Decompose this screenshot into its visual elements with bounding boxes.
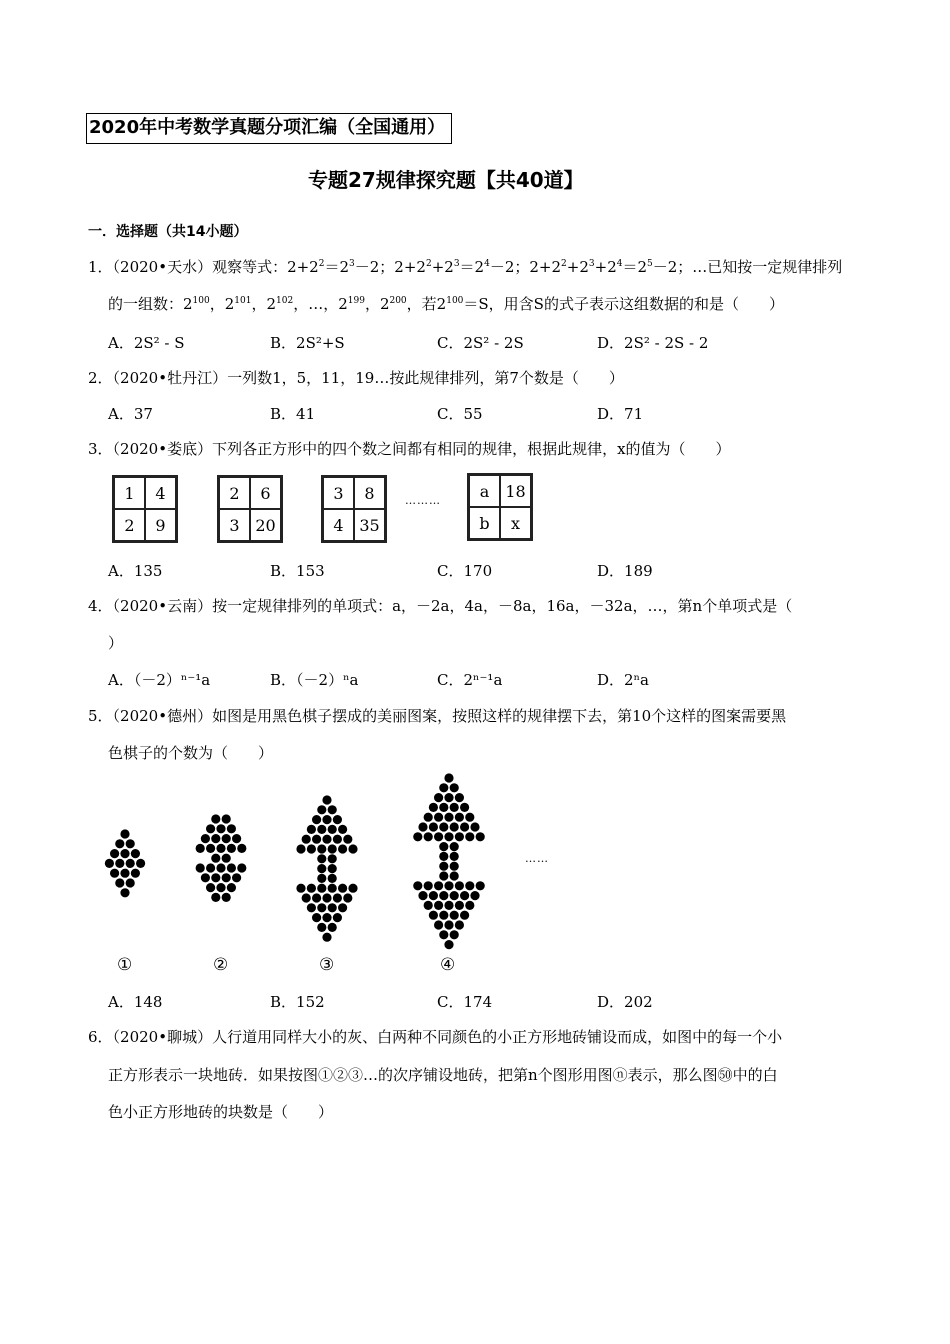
q3-square-4-cell: x <box>500 507 531 539</box>
q5-option-d[interactable]: D．202 <box>597 993 653 1011</box>
chess-piece <box>333 835 342 844</box>
chess-piece <box>455 793 464 802</box>
chess-piece <box>470 891 479 900</box>
chess-piece <box>470 822 479 831</box>
chess-piece <box>429 911 438 920</box>
q3-square-4 <box>467 473 533 541</box>
chess-piece <box>338 884 347 893</box>
chess-piece <box>211 834 220 843</box>
q3-square-1-cell: 4 <box>145 477 176 509</box>
q3-square-2-cell: 3 <box>219 509 250 541</box>
chess-piece <box>450 930 459 939</box>
chess-piece <box>120 849 129 858</box>
chess-piece <box>444 901 453 910</box>
chess-piece <box>413 881 422 890</box>
chess-piece <box>302 835 311 844</box>
chess-piece <box>476 881 485 890</box>
chess-piece <box>424 901 433 910</box>
chess-piece <box>211 814 220 823</box>
chess-piece <box>444 813 453 822</box>
chess-piece <box>126 839 135 848</box>
q5-pattern-figure <box>95 770 595 980</box>
chess-piece <box>206 844 215 853</box>
chess-piece <box>333 893 342 902</box>
chess-piece <box>307 825 316 834</box>
chess-piece <box>302 893 311 902</box>
collection-title-box: 2020年中考数学真题分项汇编（全国通用） <box>86 113 452 144</box>
chess-piece <box>450 911 459 920</box>
chess-piece <box>328 874 337 883</box>
chess-piece <box>216 863 225 872</box>
chess-piece <box>312 835 321 844</box>
chess-piece <box>206 883 215 892</box>
q2-option-d[interactable]: D．71 <box>597 405 644 423</box>
chess-piece <box>131 849 140 858</box>
chess-piece <box>110 869 119 878</box>
chess-piece <box>439 891 448 900</box>
q3-square-4-cell: 18 <box>500 475 531 507</box>
q1-option-c[interactable]: C．2S² - 2S <box>437 334 524 352</box>
q2-number: 2． <box>88 369 113 387</box>
chess-piece <box>455 813 464 822</box>
chess-piece <box>333 815 342 824</box>
chess-piece <box>317 825 326 834</box>
q6-number: 6． <box>88 1028 113 1046</box>
chess-piece <box>206 863 215 872</box>
chess-piece <box>216 844 225 853</box>
chess-piece <box>333 913 342 922</box>
chess-piece <box>317 805 326 814</box>
chess-piece <box>322 835 331 844</box>
chess-piece <box>450 803 459 812</box>
chess-piece <box>196 863 205 872</box>
q5-ellipsis: …… <box>525 852 549 865</box>
q3-square-2 <box>217 475 283 543</box>
chess-piece <box>126 859 135 868</box>
chess-piece <box>222 834 231 843</box>
chess-piece <box>328 854 337 863</box>
chess-piece <box>211 893 220 902</box>
chess-piece <box>444 881 453 890</box>
chess-piece <box>338 844 347 853</box>
chess-piece <box>429 822 438 831</box>
q3-square-1-cell: 1 <box>114 477 145 509</box>
q3-option-d[interactable]: D．189 <box>597 562 653 580</box>
chess-piece <box>227 863 236 872</box>
chess-piece <box>444 832 453 841</box>
chess-piece <box>211 873 220 882</box>
chess-piece <box>439 803 448 812</box>
chess-piece <box>328 805 337 814</box>
chess-piece <box>317 864 326 873</box>
chess-piece <box>201 834 210 843</box>
chess-piece <box>434 920 443 929</box>
chess-piece <box>434 881 443 890</box>
chess-piece <box>439 852 448 861</box>
chess-piece <box>317 854 326 863</box>
q5-option-b[interactable]: B．152 <box>270 993 325 1011</box>
chess-piece <box>222 893 231 902</box>
chess-piece <box>444 940 453 949</box>
q5-label-4: ④ <box>440 955 456 975</box>
chess-piece <box>434 793 443 802</box>
chess-piece <box>328 923 337 932</box>
chess-piece <box>216 824 225 833</box>
chess-piece <box>296 884 305 893</box>
q3-square-1-cell: 2 <box>114 509 145 541</box>
q1-line1: 1．（2020•天水）观察等式：$2+2^2=2^3-2$；$2+2^2+2^3=2^4-2$；$2+2^2+2^3+2^4=2^5-2$；…已知按一定规律排列 <box>88 258 843 276</box>
chess-piece <box>120 888 129 897</box>
chess-piece <box>338 903 347 912</box>
q4-number: 4． <box>88 597 113 615</box>
chess-piece <box>206 824 215 833</box>
chess-piece <box>307 884 316 893</box>
q3-square-1 <box>112 475 178 543</box>
chess-piece <box>317 923 326 932</box>
q4-option-a[interactable]: A．（－2）ⁿ⁻¹a <box>108 671 211 689</box>
chess-piece <box>322 795 331 804</box>
q3-square-3-cell: 3 <box>323 477 354 509</box>
chess-piece <box>424 813 433 822</box>
chess-piece <box>237 863 246 872</box>
chess-piece <box>450 852 459 861</box>
q4-option-d[interactable]: D．2ⁿa <box>597 671 650 689</box>
q5-stem: 5．（2020•德州）如图是用黑色棋子摆成的美丽图案，按照这样的规律摆下去，第10个这样的图案需要黑 <box>88 707 787 725</box>
chess-piece <box>136 859 145 868</box>
chess-piece <box>444 793 453 802</box>
chess-piece <box>322 913 331 922</box>
chess-piece <box>131 869 140 878</box>
chess-piece <box>450 862 459 871</box>
chess-piece <box>450 842 459 851</box>
q3-ellipsis: ……… <box>405 494 441 507</box>
chess-piece <box>450 891 459 900</box>
section-heading: 一．选择题（共14小题） <box>88 224 248 240</box>
q3-square-2-cell: 20 <box>250 509 281 541</box>
chess-piece <box>460 822 469 831</box>
q3-option-b[interactable]: B．153 <box>270 562 325 580</box>
q3-square-1-cell: 9 <box>145 509 176 541</box>
chess-piece <box>196 844 205 853</box>
chess-piece <box>465 832 474 841</box>
chess-piece <box>343 835 352 844</box>
chess-piece <box>424 832 433 841</box>
chess-piece <box>120 829 129 838</box>
chess-piece <box>216 883 225 892</box>
q3-option-a[interactable]: A．135 <box>108 562 163 580</box>
q5-stem-cont: 色棋子的个数为（ ） <box>108 744 274 762</box>
q2-option-a[interactable]: A．37 <box>108 405 153 423</box>
q3-square-4-cell: b <box>469 507 500 539</box>
chess-piece <box>439 871 448 880</box>
q6-stem-cont: 正方形表示一块地砖．如果按图①②③…的次序铺设地砖，把第n个图形用图ⓝ表示，那么图㊿中的白 <box>108 1066 778 1084</box>
chess-piece <box>424 881 433 890</box>
chess-piece <box>439 911 448 920</box>
q1-number: 1． <box>88 258 113 276</box>
chess-piece <box>343 893 352 902</box>
chess-piece <box>439 822 448 831</box>
q3-stem: 3．（2020•娄底）下列各正方形中的四个数之间都有相同的规律，根据此规律，x的值为（ ） <box>88 440 731 458</box>
chess-piece <box>434 813 443 822</box>
chess-piece <box>444 920 453 929</box>
q4-stem-cont: ） <box>108 634 124 652</box>
chess-piece <box>110 849 119 858</box>
chess-piece <box>418 891 427 900</box>
chess-piece <box>317 903 326 912</box>
chess-piece <box>312 815 321 824</box>
chess-piece <box>232 873 241 882</box>
chess-piece <box>115 839 124 848</box>
chess-piece <box>312 913 321 922</box>
chess-piece <box>348 884 357 893</box>
chess-piece <box>222 854 231 863</box>
q3-square-3-cell: 8 <box>354 477 385 509</box>
chess-piece <box>307 903 316 912</box>
q3-square-3-cell: 4 <box>323 509 354 541</box>
chess-piece <box>348 844 357 853</box>
chess-piece <box>317 844 326 853</box>
chess-piece <box>237 844 246 853</box>
chess-piece <box>115 859 124 868</box>
q1-line2: 的一组数：$2^{100}$，$2^{101}$，$2^{102}$，…，$2^{199}$，$2^{200}$，若$2^{100}=S$，用含S的式子表示这组数据的和是（ ） <box>108 295 784 313</box>
q4-option-c[interactable]: C．2ⁿ⁻¹a <box>437 671 503 689</box>
q2-stem: 2．（2020•牡丹江）一列数1，5，11，19…按此规律排列，第7个数是（ ） <box>88 369 624 387</box>
chess-piece <box>322 815 331 824</box>
q3-option-c[interactable]: C．170 <box>437 562 493 580</box>
chess-piece <box>328 864 337 873</box>
chess-piece <box>434 832 443 841</box>
chess-piece <box>105 859 114 868</box>
chess-piece <box>227 883 236 892</box>
chess-piece <box>434 901 443 910</box>
q1-option-d[interactable]: D．2S² - 2S - 2 <box>597 334 709 352</box>
chess-piece <box>201 873 210 882</box>
q6-stem-cont-2: 色小正方形地砖的块数是（ ） <box>108 1103 334 1121</box>
chess-piece <box>465 813 474 822</box>
chess-piece <box>476 832 485 841</box>
q5-label-1: ① <box>117 955 133 975</box>
chess-piece <box>115 878 124 887</box>
chess-piece <box>455 901 464 910</box>
chess-piece <box>227 844 236 853</box>
q5-number: 5． <box>88 707 113 725</box>
chess-piece <box>413 832 422 841</box>
chess-piece <box>328 825 337 834</box>
q3-square-3 <box>321 475 387 543</box>
chess-piece <box>317 884 326 893</box>
q3-square-2-cell: 2 <box>219 477 250 509</box>
chess-piece <box>465 881 474 890</box>
q1-option-a[interactable]: A．2S² - S <box>108 334 185 352</box>
chess-piece <box>450 822 459 831</box>
chess-piece <box>460 803 469 812</box>
chess-piece <box>120 869 129 878</box>
q4-option-b[interactable]: B．（－2）ⁿa <box>270 671 359 689</box>
chess-piece <box>460 891 469 900</box>
chess-piece <box>450 871 459 880</box>
chess-piece <box>126 878 135 887</box>
chess-piece <box>429 891 438 900</box>
q1-option-b[interactable]: B．2S²+S <box>270 334 345 352</box>
chess-piece <box>338 825 347 834</box>
chess-piece <box>211 854 220 863</box>
q3-square-3-cell: 35 <box>354 509 385 541</box>
q3-square-2-cell: 6 <box>250 477 281 509</box>
q5-option-c[interactable]: C．174 <box>437 993 493 1011</box>
q3-square-4-cell: a <box>469 475 500 507</box>
chess-piece <box>328 844 337 853</box>
page-title: 专题27规律探究题【共40道】 <box>308 168 584 192</box>
chess-piece <box>450 783 459 792</box>
chess-piece <box>455 832 464 841</box>
chess-piece <box>322 933 331 942</box>
chess-piece <box>322 893 331 902</box>
chess-piece <box>317 874 326 883</box>
q2-option-c[interactable]: C．55 <box>437 405 483 423</box>
chess-piece <box>222 814 231 823</box>
q6-stem: 6．（2020•聊城）人行道用同样大小的灰、白两种不同颜色的小正方形地砖铺设而成，如图中的每一个小 <box>88 1028 783 1046</box>
q5-label-2: ② <box>213 955 229 975</box>
chess-piece <box>222 873 231 882</box>
q5-option-a[interactable]: A．148 <box>108 993 163 1011</box>
chess-piece <box>227 824 236 833</box>
chess-piece <box>455 881 464 890</box>
q4-stem: 4．（2020•云南）按一定规律排列的单项式：a，－2a，4a，－8a，16a，－32a，…，第n个单项式是（ <box>88 597 793 615</box>
chess-piece <box>439 862 448 871</box>
chess-piece <box>307 844 316 853</box>
chess-piece <box>444 773 453 782</box>
chess-piece <box>328 903 337 912</box>
chess-piece <box>232 834 241 843</box>
chess-piece <box>460 911 469 920</box>
chess-piece <box>312 893 321 902</box>
chess-piece <box>418 822 427 831</box>
q2-option-b[interactable]: B．41 <box>270 405 316 423</box>
chess-piece <box>296 844 305 853</box>
chess-piece <box>439 930 448 939</box>
chess-piece <box>429 803 438 812</box>
q3-number: 3． <box>88 440 113 458</box>
chess-piece <box>439 842 448 851</box>
q5-label-3: ③ <box>319 955 335 975</box>
chess-piece <box>465 901 474 910</box>
chess-piece <box>455 920 464 929</box>
chess-piece <box>328 884 337 893</box>
chess-piece <box>439 783 448 792</box>
